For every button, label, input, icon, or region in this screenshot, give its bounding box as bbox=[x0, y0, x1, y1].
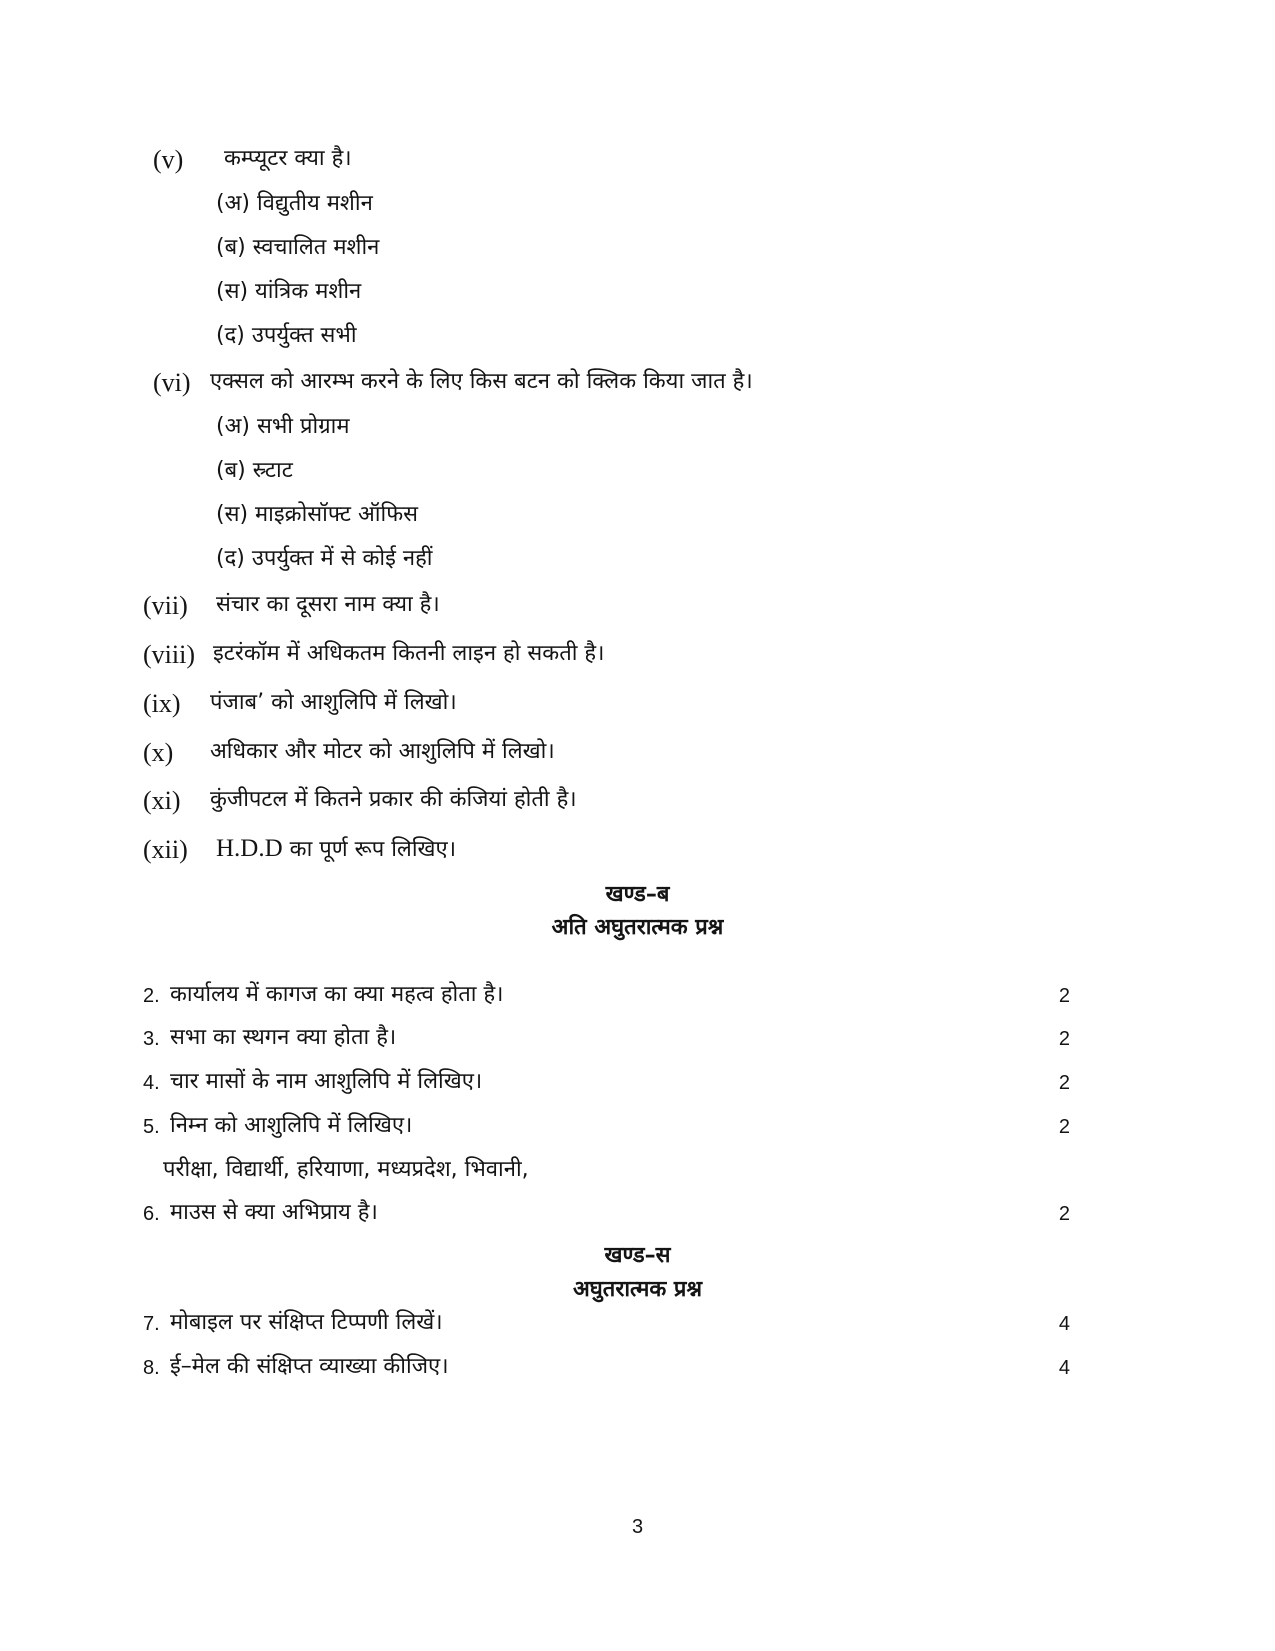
section-c-label: खण्ड–स bbox=[604, 1243, 671, 1268]
question-text: माउस से क्या अभिप्राय है। bbox=[170, 1200, 378, 1225]
question-number: 6. bbox=[143, 1203, 160, 1225]
question-marks: 2 bbox=[1058, 1028, 1070, 1050]
question-number: 7. bbox=[143, 1313, 160, 1335]
option-b: (ब) स्र्टाट bbox=[216, 458, 293, 483]
question-marks: 2 bbox=[1058, 1203, 1070, 1225]
option-c: (स) यांत्रिक मशीन bbox=[216, 279, 362, 304]
question-text: अधिकार और मोटर को आशुलिपि में लिखो। bbox=[210, 739, 555, 764]
question-number: 4. bbox=[143, 1072, 160, 1094]
question-text: ई–मेल की संक्षिप्त व्याख्या कीजिए। bbox=[170, 1354, 449, 1379]
option-b: (ब) स्वचालित मशीन bbox=[216, 235, 380, 260]
question-text: कार्यालय में कागज का क्या महत्व होता है। bbox=[170, 982, 504, 1007]
question-marks: 4 bbox=[1058, 1313, 1070, 1335]
question-text: मोबाइल पर संक्षिप्त टिप्पणी लिखें। bbox=[170, 1310, 443, 1335]
question-text bbox=[216, 834, 456, 865]
question-number: (vii) bbox=[143, 591, 188, 620]
question-marks: 2 bbox=[1058, 985, 1070, 1007]
question-text: इटरंकॉम में अधिकतम कितनी लाइन हो सकती है। bbox=[213, 641, 605, 666]
section-b-label: खण्ड–ब bbox=[605, 882, 670, 907]
question-text: कम्प्यूटर क्या है। bbox=[224, 146, 352, 171]
option-c: (स) माइक्रोसॉफ्ट ऑफिस bbox=[216, 502, 419, 527]
section-c-title: अघुतरात्मक प्रश्न bbox=[572, 1277, 702, 1302]
question-text-rest: का पूर्ण रूप लिखिए। bbox=[289, 837, 457, 862]
question-number: (xi) bbox=[143, 786, 181, 815]
page-number: 3 bbox=[631, 1516, 644, 1538]
question-marks: 4 bbox=[1058, 1357, 1070, 1379]
question-number: (ix) bbox=[143, 689, 181, 718]
option-d: (द) उपर्युक्त सभी bbox=[216, 323, 357, 348]
question-marks: 2 bbox=[1058, 1116, 1070, 1138]
question-text: संचार का दूसरा नाम क्या है। bbox=[216, 592, 440, 617]
option-a: (अ) सभी प्रोग्राम bbox=[216, 414, 350, 439]
question-text: कुंजीपटल में कितने प्रकार की कंजियां होती है। bbox=[210, 787, 577, 812]
question-number: (vi) bbox=[153, 368, 191, 397]
section-b-title: अति अघुतरात्मक प्रश्न bbox=[551, 915, 724, 940]
question-marks: 2 bbox=[1058, 1072, 1070, 1094]
question-text: एक्सल को आरम्भ करने के लिए किस बटन को क्लिक किया जात है। bbox=[210, 369, 753, 394]
question-number: 3. bbox=[143, 1028, 160, 1050]
question-number: 2. bbox=[143, 985, 160, 1007]
option-d: (द) उपर्युक्त में से कोई नहीं bbox=[216, 546, 433, 571]
question-number: (x) bbox=[143, 738, 174, 767]
question-text: सभा का स्थगन क्या होता है। bbox=[170, 1025, 397, 1050]
question-detail: परीक्षा, विद्यार्थी, हरियाणा, मध्यप्रदेश, भिवानी, bbox=[163, 1157, 529, 1182]
question-number: 5. bbox=[143, 1116, 160, 1138]
abbreviation: H.D.D bbox=[216, 835, 283, 862]
question-number: 8. bbox=[143, 1357, 160, 1379]
question-text: पंजाब’ को आशुलिपि में लिखो। bbox=[210, 690, 457, 715]
question-number: (viii) bbox=[143, 640, 195, 669]
option-a: (अ) विद्युतीय मशीन bbox=[216, 191, 373, 216]
question-text: निम्न को आशुलिपि में लिखिए। bbox=[170, 1113, 413, 1138]
question-number: (xii) bbox=[143, 835, 188, 864]
question-text: चार मासों के नाम आशुलिपि में लिखिए। bbox=[170, 1069, 483, 1094]
question-number: (v) bbox=[153, 145, 184, 174]
